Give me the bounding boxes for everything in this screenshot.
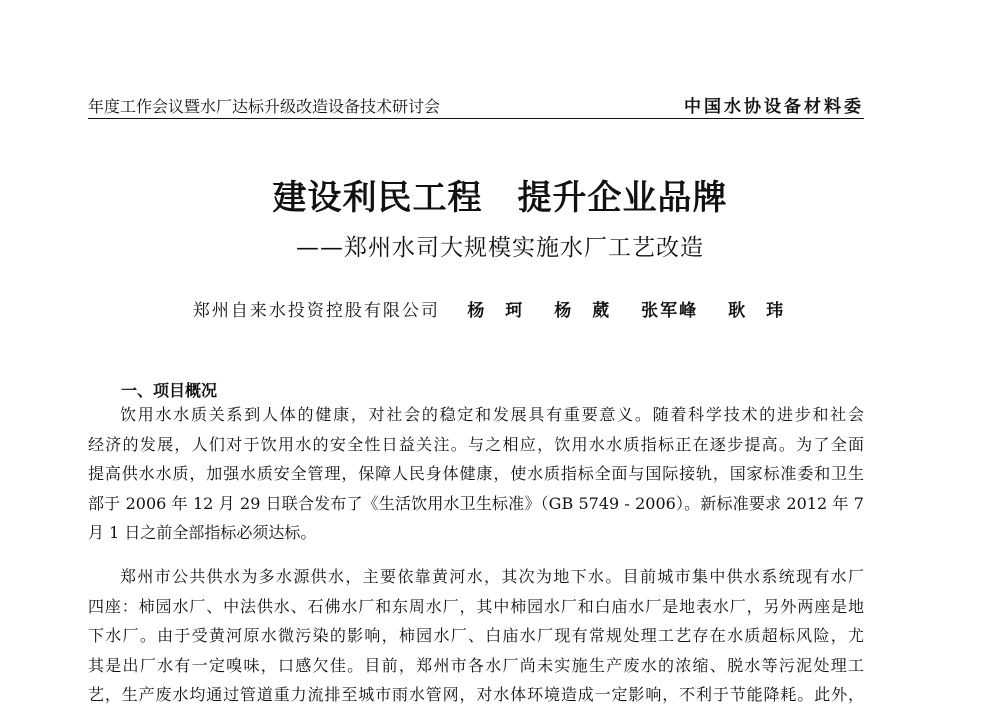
byline: [0, 296, 1000, 321]
header-divider: [88, 118, 864, 119]
author-organization: 郑州自来水投资控股有限公司: [192, 301, 440, 321]
text-line: 郑州市公共供水为多水源供水，主要依靠黄河水，其次为地下水。目前城市集中供水系统现有水厂: [120, 567, 864, 586]
text-line: 四座：柿园水厂、中法供水、石佛水厂和东周水厂，其中柿园水厂和白庙水厂是地表水厂，另外两座是地: [88, 596, 864, 616]
text-line: 提高供水水质，加强水质安全管理，保障人民身体健康，使水质指标全面与国际接轨，国家标准委和卫生: [88, 464, 864, 483]
author-name: 耿 玮: [728, 301, 786, 321]
author-name: 张军峰: [641, 301, 699, 321]
text-line: 月 1 日之前全部指标必须达标。: [88, 523, 317, 542]
text-line: 饮用水水质关系到人体的健康，对社会的稳定和发展具有重要意义。随着科学技术的进步和社会: [120, 405, 864, 424]
author-list: [467, 301, 807, 321]
section-heading: 一、项目概况: [121, 381, 218, 400]
paragraph-1: [88, 400, 864, 548]
article-title: [0, 170, 1000, 219]
text-line: 经济的发展，人们对于饮用水的安全性日益关注。与之相应，饮用水水质指标正在逐步提高。为了全面: [88, 434, 864, 454]
paragraph-2: [88, 562, 864, 710]
text-line: 艺，生产废水均通过管道重力流排至城市雨水管网，对水体环境造成一定影响，不利于节能降耗。此外，: [88, 685, 864, 704]
author-name: 杨 珂: [467, 301, 525, 321]
running-header: [88, 92, 864, 116]
article-subtitle: ——郑州水司大规模实施水厂工艺改造: [296, 235, 704, 261]
text-line: 下水厂。由于受黄河原水微污染的影响，柿园水厂、白庙水厂现有常规处理工艺存在水质超标风险，尤: [88, 626, 864, 645]
text-line: 部于 2006 年 12 月 29 日联合发布了《生活饮用水卫生标准》（GB 5749 - 2006）。新标准要求 2012 年 7: [88, 493, 864, 513]
author-name: 杨 葳: [554, 301, 612, 321]
text-line: 其是出厂水有一定嗅味，口感欠佳。目前，郑州市各水厂尚未实施生产废水的浓缩、脱水等污泥处理工: [88, 655, 864, 675]
conference-name: 年度工作会议暨水厂达标升级改造设备技术研讨会: [88, 97, 441, 116]
title-part-2: 提升企业品牌: [517, 178, 728, 218]
publisher-name: 中国水协设备材料委: [684, 97, 864, 117]
title-part-1: 建设利民工程: [272, 178, 483, 218]
